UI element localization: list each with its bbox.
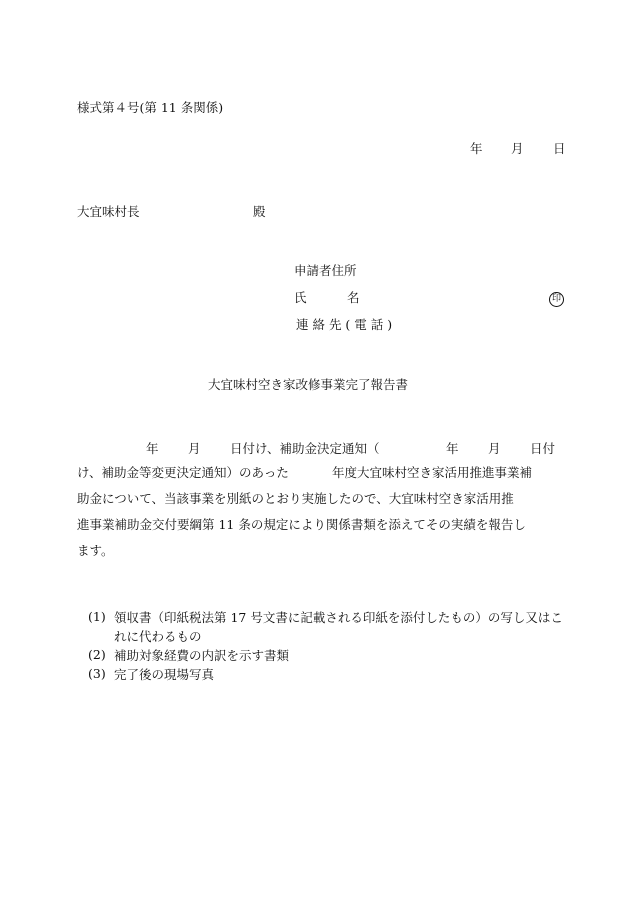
- form-number: 様式第４号(第 11 条関係): [77, 100, 224, 115]
- applicant-name-label-2: 名: [347, 290, 360, 305]
- seal-icon: 印: [549, 292, 564, 307]
- document-title: 大宜味村空き家改修事業完了報告書: [208, 377, 409, 392]
- body-line1-day2: 日付: [530, 441, 556, 456]
- date-day-label: 日: [553, 141, 566, 156]
- attachment-number: (3): [88, 666, 106, 681]
- body-line2-text-b: 年度大宜味村空き家活用推進事業補: [332, 465, 533, 480]
- date-month-label: 月: [511, 141, 524, 156]
- attachment-text: 領収書（印紙税法第 17 号文書に記載される印紙を添付したもの）の写し又はこれに代わるもの: [114, 610, 563, 644]
- attachment-number: (2): [88, 647, 106, 662]
- body-line5: ます。: [77, 543, 114, 558]
- body-line4: 進事業補助金交付要綱第 11 条の規定により関係書類を添えてその実績を報告し: [77, 517, 526, 532]
- attachment-text: 補助対象経費の内訳を示す書類: [114, 648, 290, 663]
- body-line1-month: 月: [188, 441, 201, 456]
- body-line1-month2: 月: [488, 441, 501, 456]
- body-line3: 助金について、当該事業を別紙のとおり実施したので、大宜味村空き家活用推: [77, 491, 514, 506]
- date-year-label: 年: [470, 141, 483, 156]
- attachment-number: (1): [88, 609, 106, 624]
- body-line1-year: 年: [146, 441, 159, 456]
- applicant-address-label: 申請者住所: [294, 263, 357, 278]
- attachment-text: 完了後の現場写真: [114, 667, 215, 682]
- addressee-name: 大宜味村長: [77, 204, 140, 219]
- body-line1-year2: 年: [446, 441, 459, 456]
- applicant-name-label-1: 氏: [294, 290, 307, 305]
- body-line1-text: 日付け、補助金決定通知（: [230, 441, 380, 456]
- body-line2-text-a: け、補助金等変更決定通知）のあった: [77, 465, 289, 480]
- addressee-honorific: 殿: [253, 204, 266, 219]
- applicant-contact-label: 連 絡 先 ( 電 話 ): [296, 317, 393, 332]
